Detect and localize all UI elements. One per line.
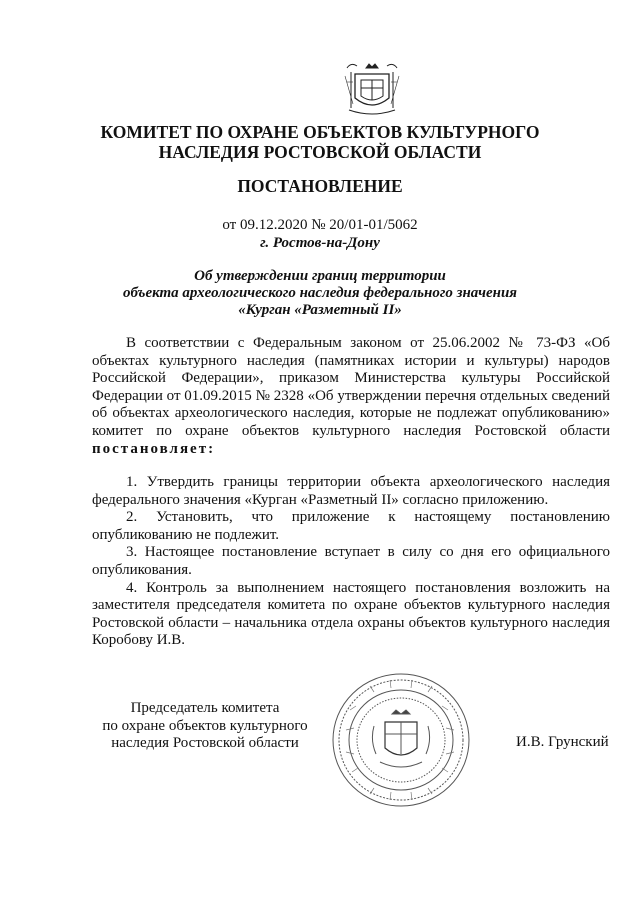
preamble-text: В соответствии с Федеральным законом от 25.06.2002 № 73-ФЗ «Об объектах культурного наследия (памятниках истории и культуры) народов Российской Федерации», приказом Министерства культуры Российской Федерации от 01.09.2015 № 2328 «Об утверждении перечня отдельных сведений об объектах археологического наследия, которые не подлежат опубликованию» комитет по охране объектов культурного наследия Ростовской области <box>92 335 610 439</box>
decree-item-3: 3. Настоящее постановление вступает в силу со дня его официального опубликования. <box>92 544 610 578</box>
subject-line-2: объекта археологического наследия федерального значения <box>122 285 518 301</box>
city: г. Ростов-на-Дону <box>260 235 380 251</box>
subject-line-3: «Курган «Разметный II» <box>238 302 402 318</box>
date-number-block <box>0 216 640 252</box>
date-number: от 09.12.2020 № 20/01-01/5062 <box>222 217 418 233</box>
official-seal-icon <box>330 670 472 810</box>
signatory-title-line-1: Председатель комитета <box>130 700 280 716</box>
subject-title <box>0 268 640 319</box>
subject-line-1: Об утверждении границ территории <box>194 268 446 284</box>
decree-word: постановляет: <box>92 440 216 457</box>
decree-items <box>92 474 610 650</box>
decree-item-2: 2. Установить, что приложение к настоящему постановлению опубликованию не подлежит. <box>92 509 610 543</box>
organization-title <box>0 122 640 162</box>
decree-item-4: 4. Контроль за выполнением настоящего постановления возложить на заместителя председателя комитета по охране объектов культурного наследия Ростовской области – начальника отдела охраны объектов культурного наследия Коробову И.В. <box>92 579 610 649</box>
org-line-1: КОМИТЕТ ПО ОХРАНЕ ОБЪЕКТОВ КУЛЬТУРНОГО <box>100 122 540 142</box>
preamble-paragraph <box>92 335 610 458</box>
signatory-title-line-2: по охране объектов культурного <box>102 717 308 734</box>
signatory-name: И.В. Грунский <box>516 734 609 750</box>
signatory-title-line-3: наследия Ростовской области <box>111 735 299 752</box>
signatory-title <box>92 700 318 753</box>
org-line-2: НАСЛЕДИЯ РОСТОВСКОЙ ОБЛАСТИ <box>158 142 482 162</box>
decree-item-1: 1. Утвердить границы территории объекта археологического наследия федерального значения «Курган «Разметный II» согласно приложению. <box>92 474 610 508</box>
coat-of-arms-icon <box>341 58 403 116</box>
document-type: ПОСТАНОВЛЕНИЕ <box>237 176 403 196</box>
